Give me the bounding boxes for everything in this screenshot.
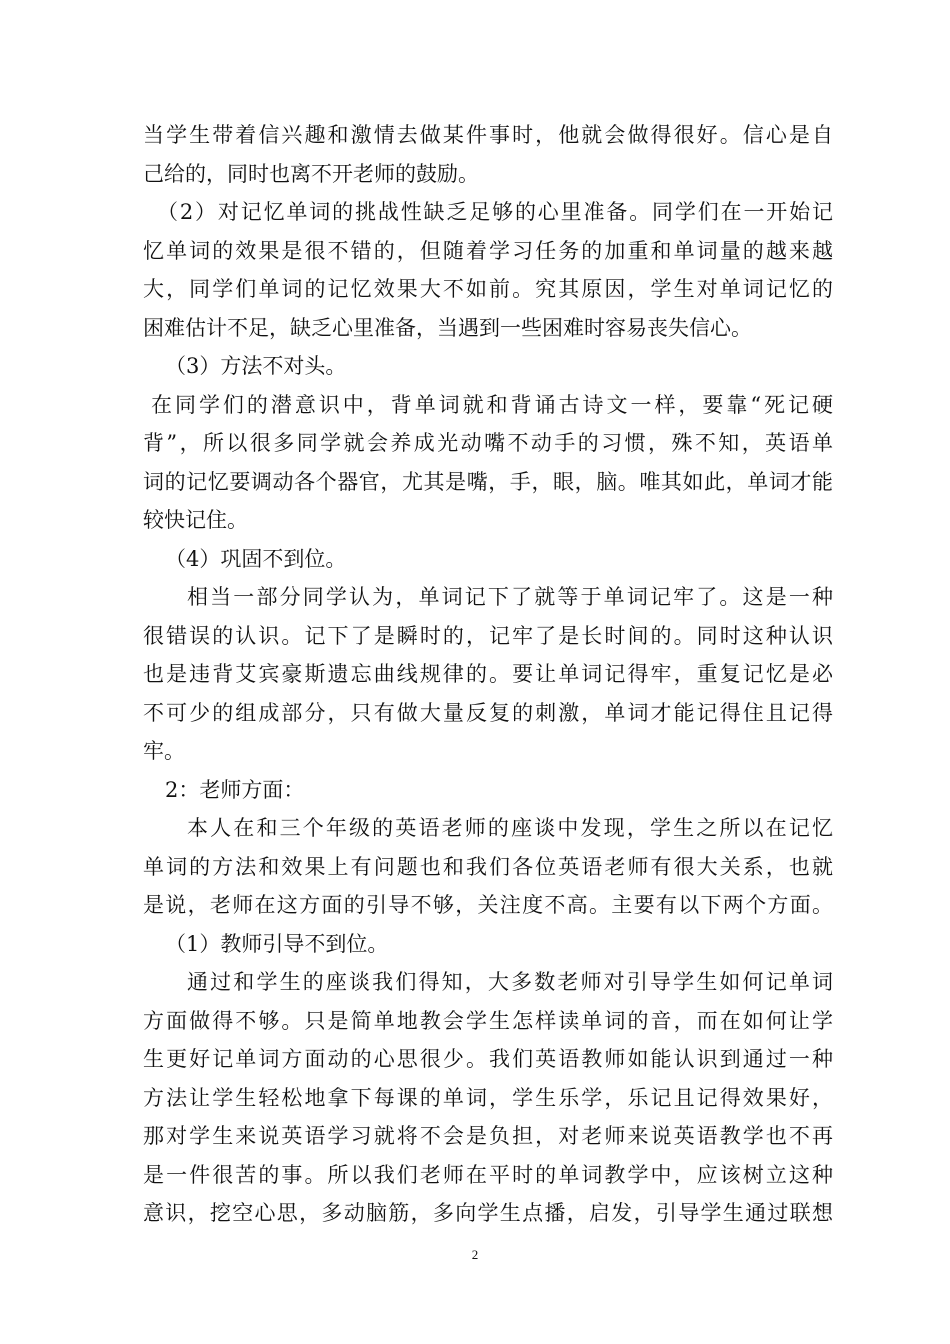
text-line: 忆单词的效果是很不错的，但随着学习任务的加重和单词量的越来越 bbox=[143, 238, 833, 263]
text-line: 词的记忆要调动各个器官，尤其是嘴，手，眼，脑。唯其如此，单词才能 bbox=[143, 469, 833, 494]
text-line: 牢。 bbox=[143, 739, 185, 763]
text-line: 困难估计不足，缺乏心里准备，当遇到一些困难时容易丧失信心。 bbox=[143, 315, 752, 340]
text-line: 通过和学生的座谈我们得知，大多数老师对引导学生如何记单词 bbox=[187, 970, 833, 994]
text-line: 大，同学们单词的记忆效果大不如前。究其原因，学生对单词记忆的 bbox=[143, 277, 833, 301]
text-line: 方法让学生轻松地拿下每课的单词，学生乐学，乐记且记得效果好， bbox=[143, 1085, 833, 1110]
text-line: 那对学生来说英语学习就将不会是负担，对老师来说英语教学也不再 bbox=[143, 1124, 833, 1148]
text-line: 是一件很苦的事。所以我们老师在平时的单词教学中，应该树立这种 bbox=[143, 1162, 833, 1187]
text-line: 是说，老师在这方面的引导不够，关注度不高。主要有以下两个方面。 bbox=[143, 893, 833, 917]
text-line: 较快记住。 bbox=[143, 508, 248, 532]
text-line: 2：老师方面： bbox=[165, 777, 305, 802]
text-line: 己给的，同时也离不开老师的鼓励。 bbox=[143, 161, 479, 186]
document-body bbox=[143, 116, 833, 1233]
text-line: （4）巩固不到位。 bbox=[165, 546, 347, 571]
text-line: 当学生带着信兴趣和激情去做某件事时，他就会做得很好。信心是自 bbox=[143, 123, 833, 147]
text-line: （1）教师引导不到位。 bbox=[165, 931, 389, 956]
page-number: 2 bbox=[471, 1247, 479, 1262]
text-line: 也是违背艾宾豪斯遗忘曲线规律的。要让单词记得牢，重复记忆是必 bbox=[143, 662, 833, 686]
text-line: 生更好记单词方面动的心思很少。我们英语教师如能认识到通过一种 bbox=[143, 1047, 833, 1071]
text-line: 很错误的认识。记下了是瞬时的，记牢了是长时间的。同时这种认识 bbox=[143, 623, 833, 648]
text-line: 意识，挖空心思，多动脑筋，多向学生点播，启发，引导学生通过联想 bbox=[143, 1201, 833, 1225]
text-line: 单词的方法和效果上有问题也和我们各位英语老师有很大关系，也就 bbox=[143, 854, 833, 879]
text-line: 背”，所以很多同学就会养成光动嘴不动手的习惯，殊不知，英语单 bbox=[143, 431, 833, 455]
text-line: （3）方法不对头。 bbox=[165, 354, 347, 378]
text-line: （2）对记忆单词的挑战性缺乏足够的心里准备。同学们在一开始记 bbox=[157, 200, 833, 224]
text-line: 在同学们的潜意识中，背单词就和背诵古诗文一样，要靠“死记硬 bbox=[151, 392, 833, 417]
text-line: 相当一部分同学认为，单词记下了就等于单词记牢了。这是一种 bbox=[187, 585, 833, 609]
text-line: 本人在和三个年级的英语老师的座谈中发现，学生之所以在记忆 bbox=[187, 816, 833, 840]
text-line: 不可少的组成部分，只有做大量反复的刺激，单词才能记得住且记得 bbox=[143, 700, 833, 725]
text-line: 方面做得不够。只是简单地教会学生怎样读单词的音，而在如何让学 bbox=[143, 1008, 833, 1033]
